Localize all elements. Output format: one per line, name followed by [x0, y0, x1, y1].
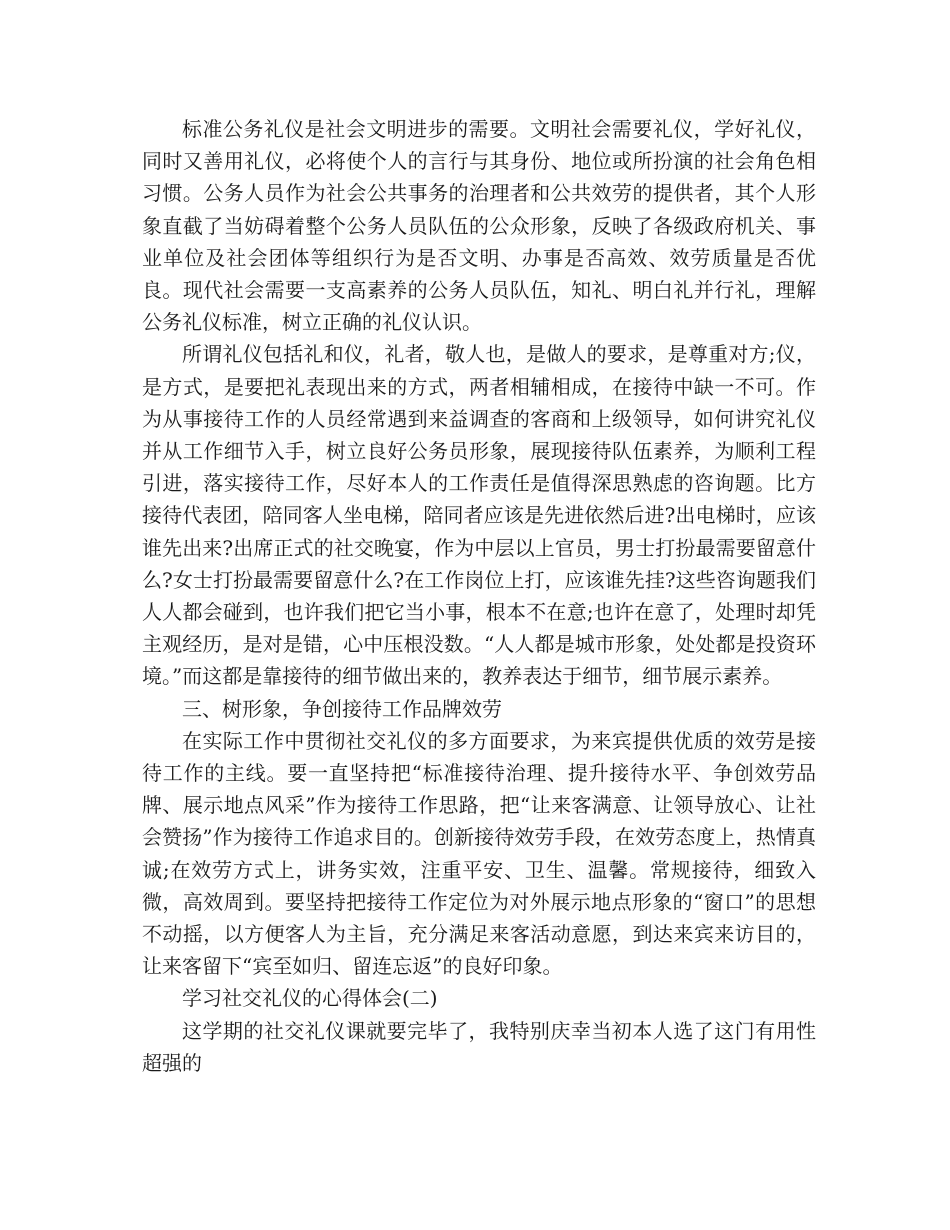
section-heading-reflection-two: 学习社交礼仪的心得体会(二)	[182, 986, 438, 1011]
document-body	[142, 113, 816, 1079]
paragraph-reception-work: 在实际工作中贯彻社交礼仪的多方面要求，为来宾提供优质的效劳是接待工作的主线。要一直坚持把“标准接待治理、提升接待水平、争创效劳品牌、展示地点风采”作为接待工作思路，把“让来客满意、让领导放心、让社会赞扬”作为接待工作追求目的。创新接待效劳手段，在效劳态度上，热情真诚;在效劳方式上，讲务实效，注重平安、卫生、温馨。常规接待，细致入微，高效周到。要坚持把接待工作定位为对外展示地点形象的“窗口”的思想不动摇，以方便客人为主旨，充分满足来客活动意愿，到达来宾来访目的，让来客留下“宾至如归、留连忘返”的良好印象。	[142, 728, 816, 979]
paragraph-public-etiquette: 标准公务礼仪是社会文明进步的需要。文明社会需要礼仪，学好礼仪，同时又善用礼仪，必将使个人的言行与其身份、地位或所扮演的社会角色相习惯。公务人员作为社会公共事务的治理者和公共效劳的提供者，其个人形象直截了当妨碍着整个公务人员队伍的公众形象，反映了各级政府机关、事业单位及社会团体等组织行为是否文明、办事是否高效、效劳质量是否优良。现代社会需要一支高素养的公务人员队伍，知礼、明白礼并行礼，理解公务礼仪标准，树立正确的礼仪认识。	[142, 117, 816, 335]
paragraph-etiquette-definition: 所谓礼仪包括礼和仪，礼者，敬人也，是做人的要求，是尊重对方;仪，是方式，是要把礼表现出来的方式，两者相辅相成，在接待中缺一不可。作为从事接待工作的人员经常遇到来益调查的客商和上级领导，如何讲究礼仪并从工作细节入手，树立良好公务员形象，展现接待队伍素养，为顺利工程引进，落实接待工作，尽好本人的工作责任是值得深思熟虑的咨询题。比方接待代表团，陪同客人坐电梯，陪同者应该是先进依然后进?出电梯时，应该谁先出来?出席正式的社交晚宴，作为中层以上官员，男士打扮最需要留意什么?女士打扮最需要留意什么?在工作岗位上打，应该谁先挂?这些咨询题我们人人都会碰到，也许我们把它当小事，根本不在意;也许在意了，处理时却凭主观经历，是对是错，心中压根没数。“人人都是城市形象，处处都是投资环境。”而这都是靠接待的细节做出来的，教养表达于细节，细节展示素养。	[142, 342, 816, 689]
section-heading-brand-service: 三、树形象，争创接待工作品牌效劳	[182, 696, 502, 721]
paragraph-course-reflection: 这学期的社交礼仪课就要完毕了，我特别庆幸当初本人选了这门有用性超强的	[142, 1018, 816, 1075]
